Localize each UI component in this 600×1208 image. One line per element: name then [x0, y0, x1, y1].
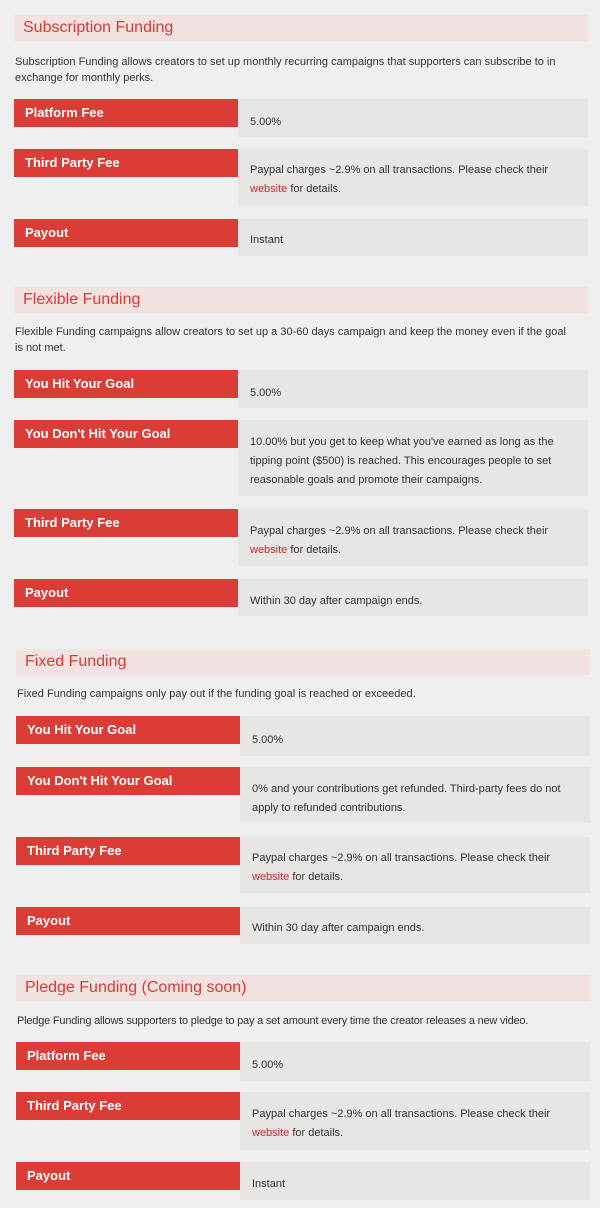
fee-value: Within 30 day after campaign ends.	[238, 579, 588, 616]
fee-label: Third Party Fee	[14, 509, 238, 537]
fee-value: 10.00% but you get to keep what you've earned as long as the tipping point ($500) is reached. This encourages people to set reasonable goals and promote their campaigns.	[238, 420, 588, 496]
section-title: Fixed Funding	[25, 653, 127, 670]
fixed-header	[16, 649, 590, 675]
fee-value	[238, 149, 588, 207]
pledge-header	[16, 975, 590, 1001]
fee-label: Platform Fee	[14, 99, 238, 127]
fee-label: Third Party Fee	[14, 149, 238, 177]
section-title: Pledge Funding (Coming soon)	[25, 979, 247, 996]
section-description: Fixed Funding campaigns only pay out if the funding goal is reached or exceeded.	[17, 688, 416, 700]
website-link[interactable]: website	[252, 871, 290, 883]
fee-value-text: Paypal charges ~2.9% on all transactions. Please check their	[250, 525, 549, 537]
fee-value-text: for details.	[289, 871, 344, 883]
section-description: Subscription Funding allows creators to set up monthly recurring campaigns that supporters can subscribe to in exchange for monthly perks.	[15, 56, 556, 84]
fee-value: 0% and your contributions get refunded. Third-party fees do not apply to refunded contributions.	[240, 767, 590, 823]
fee-value: 5.00%	[238, 370, 588, 408]
fee-label: Platform Fee	[16, 1042, 240, 1070]
fee-label: Payout	[14, 219, 238, 247]
website-link[interactable]: website	[250, 183, 288, 195]
fee-value-text: Paypal charges ~2.9% on all transactions. Please check their	[250, 164, 549, 176]
fee-label: You Don't Hit Your Goal	[16, 767, 240, 795]
fee-label: You Hit Your Goal	[14, 370, 238, 398]
fee-value-text: for details.	[287, 183, 342, 195]
fee-value-text: Paypal charges ~2.9% on all transactions. Please check their	[252, 852, 551, 864]
fee-value-text: Paypal charges ~2.9% on all transactions. Please check their	[252, 1108, 551, 1120]
section-title: Subscription Funding	[23, 19, 174, 36]
fee-value-text: for details.	[289, 1127, 344, 1139]
fee-value	[238, 509, 588, 566]
fee-label: Payout	[16, 1162, 240, 1190]
website-link[interactable]: website	[252, 1127, 290, 1139]
subscription-header	[14, 15, 588, 41]
section-description: Pledge Funding allows supporters to pledge to pay a set amount every time the creator releases a new video.	[17, 1015, 529, 1027]
fee-value: 5.00%	[240, 1042, 590, 1081]
flexible-header	[14, 287, 588, 313]
fee-value	[240, 1092, 590, 1150]
fee-value: Within 30 day after campaign ends.	[240, 907, 590, 944]
fee-label: You Don't Hit Your Goal	[14, 420, 238, 448]
section-title: Flexible Funding	[23, 291, 141, 308]
fee-label: You Hit Your Goal	[16, 716, 240, 744]
fee-label: Payout	[16, 907, 240, 935]
fee-value: 5.00%	[240, 716, 590, 756]
fee-value-text: for details.	[287, 544, 342, 556]
section-description: Flexible Funding campaigns allow creators to set up a 30-60 days campaign and keep the money even if the goal is not met.	[15, 326, 566, 354]
website-link[interactable]: website	[250, 544, 288, 556]
fee-label: Third Party Fee	[16, 1092, 240, 1120]
fee-value: Instant	[240, 1162, 590, 1200]
fee-value: 5.00%	[238, 99, 588, 137]
fee-value	[240, 837, 590, 893]
fee-value: Instant	[238, 219, 588, 256]
fee-label: Payout	[14, 579, 238, 607]
fee-label: Third Party Fee	[16, 837, 240, 865]
